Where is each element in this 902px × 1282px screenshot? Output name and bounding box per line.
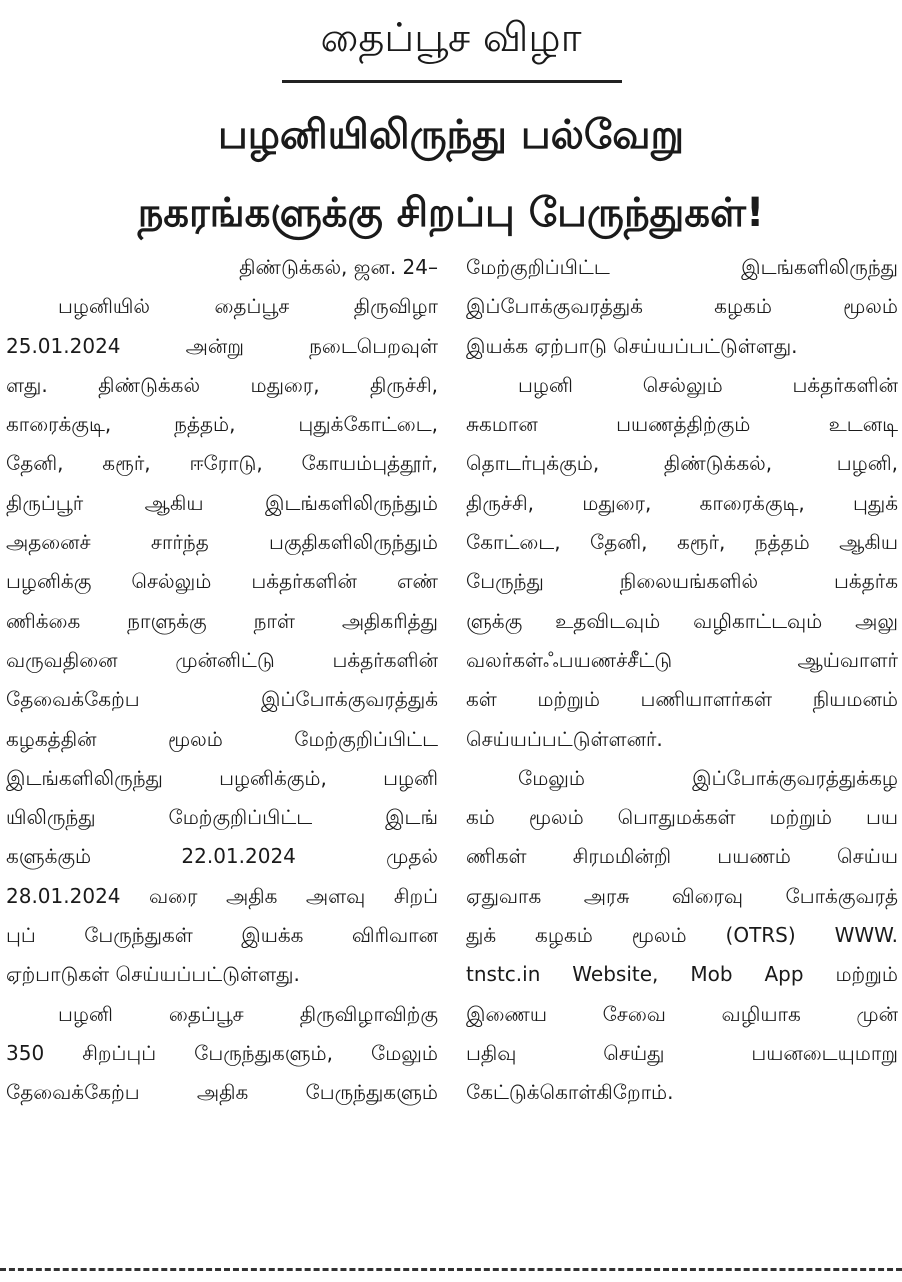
body-line: தேவைக்கேற்ப அதிக பேருந்துகளும்: [6, 1080, 438, 1105]
kicker-title: தைப்பூச விழா: [320, 15, 582, 61]
dateline: திண்டுக்கல், ஜன. 24–: [239, 255, 438, 279]
left-column: [6, 248, 438, 1113]
body-line: மேற்குறிப்பிட்ட இடங்களிலிருந்து: [466, 255, 898, 279]
bottom-dashed-rule: [0, 1268, 902, 1271]
body-line: ணிக்கை நாளுக்கு நாள் அதிகரித்து: [6, 608, 438, 633]
body-line: வருவதினை முன்னிட்டு பக்தர்களின்: [6, 647, 438, 672]
body-line: ணிகள் சிரமமின்றி பயணம் செய்ய: [466, 844, 898, 869]
body-line: ஏற்பாடுகள் செய்யப்பட்டுள்ளது.: [6, 962, 300, 987]
body-line: இப்போக்குவரத்துக் கழகம் மூலம்: [466, 294, 898, 319]
body-line: கேட்டுக்கொள்கிறோம்.: [466, 1080, 674, 1105]
body-line: பேருந்து நிலையங்களில் பக்தர்க: [466, 569, 898, 594]
body-line: கழகத்தின் மூலம் மேற்குறிப்பிட்ட: [6, 726, 438, 751]
body-line: அதனைச் சார்ந்த பகுதிகளிலிருந்தும்: [6, 530, 438, 555]
body-line: கள் மற்றும் பணியாளர்கள் நியமனம்: [466, 687, 898, 712]
body-line: கம் மூலம் பொதுமக்கள் மற்றும் பய: [466, 805, 898, 830]
body-line: இணைய சேவை வழியாக முன்: [466, 1001, 898, 1026]
body-line: இடங்களிலிருந்து பழனிக்கும், பழனி: [6, 765, 438, 790]
body-line: tnstc.in Website, Mob App மற்றும்: [466, 962, 898, 987]
body-line: களுக்கும் 22.01.2024 முதல்: [6, 844, 438, 869]
body-line: தேவைக்கேற்ப இப்போக்குவரத்துக்: [6, 687, 438, 712]
body-line: புப் பேருந்துகள் இயக்க விரிவான: [6, 923, 438, 948]
body-line: காரைக்குடி, நத்தம், புதுக்கோட்டை,: [6, 412, 438, 437]
body-line: ஏதுவாக அரசு விரைவு போக்குவரத்: [466, 883, 898, 908]
body-line: பழனி தைப்பூச திருவிழாவிற்கு: [58, 1001, 438, 1026]
body-line: வலர்கள்ஃபயணச்சீட்டு ஆய்வாளர்: [466, 647, 898, 672]
body-line: ளது. திண்டுக்கல் மதுரை, திருச்சி,: [6, 372, 438, 397]
body-line: கோட்டை, தேனி, கரூர், நத்தம் ஆகிய: [466, 530, 898, 555]
body-line: மேலும் இப்போக்குவரத்துக்கழ: [518, 765, 898, 790]
headline-line-2: நகரங்களுக்கு சிறப்பு பேருந்துகள்!: [137, 190, 765, 236]
body-line: பதிவு செய்து பயனடையுமாறு: [466, 1040, 898, 1065]
body-line: பழனிக்கு செல்லும் பக்தர்களின் எண்: [6, 569, 438, 594]
body-line: இயக்க ஏற்பாடு செய்யப்பட்டுள்ளது.: [466, 333, 798, 358]
body-line: சுகமான பயணத்திற்கும் உடனடி: [466, 412, 898, 437]
body-line: தொடர்புக்கும், திண்டுக்கல், பழனி,: [466, 451, 898, 476]
body-line: திருப்பூர் ஆகிய இடங்களிலிருந்தும்: [6, 490, 438, 515]
body-line: ளுக்கு உதவிடவும் வழிகாட்டவும் அலு: [466, 608, 898, 633]
body-line: யிலிருந்து மேற்குறிப்பிட்ட இடங்: [6, 805, 438, 830]
body-line: தேனி, கரூர், ஈரோடு, கோயம்புத்தூர்,: [6, 451, 438, 476]
headline-line-1: பழனியிலிருந்து பல்வேறு: [217, 112, 685, 158]
body-line: துக் கழகம் மூலம் (OTRS) WWW.: [466, 923, 898, 948]
body-line: பழனியில் தைப்பூச திருவிழா: [58, 294, 438, 319]
body-line: செய்யப்பட்டுள்ளனர்.: [466, 726, 663, 751]
kicker-underline: [282, 80, 622, 83]
right-column: [466, 248, 898, 1113]
body-line: 28.01.2024 வரை அதிக அளவு சிறப்: [6, 883, 438, 908]
body-line: 25.01.2024 அன்று நடைபெறவுள்: [6, 333, 438, 358]
body-line: பழனி செல்லும் பக்தர்களின்: [518, 372, 898, 397]
body-line: 350 சிறப்புப் பேருந்துகளும், மேலும்: [6, 1040, 438, 1065]
body-line: திருச்சி, மதுரை, காரைக்குடி, புதுக்: [466, 490, 898, 515]
